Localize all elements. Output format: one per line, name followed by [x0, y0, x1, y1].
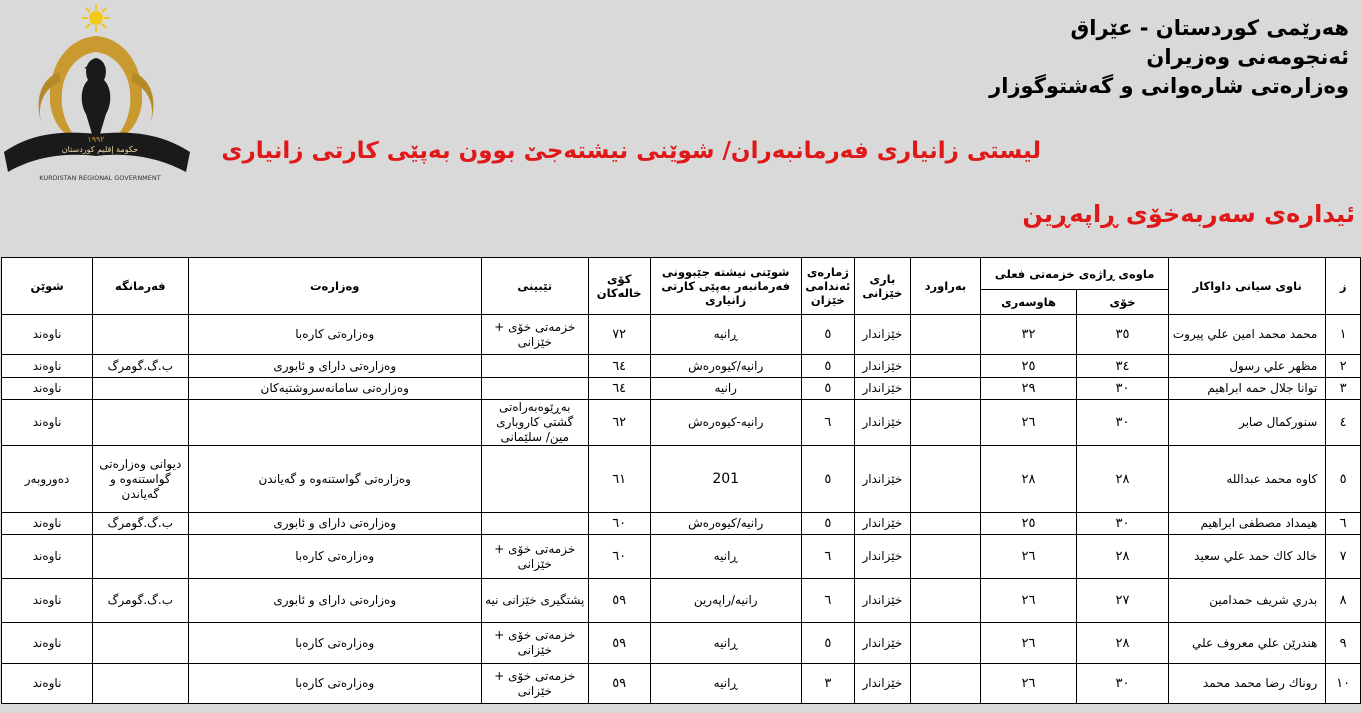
- cell-family-count: ٥: [801, 355, 854, 378]
- cell-no: ٥: [1326, 446, 1361, 513]
- cell-family-status: خێزاندار: [855, 355, 910, 378]
- cell-total-points: ٥٩: [588, 664, 650, 704]
- cell-ministry: وەزارەتی کارەبا: [188, 535, 481, 579]
- cell-residence: 201: [650, 446, 801, 513]
- cell-residence: رانیە/کیوەرەش: [650, 355, 801, 378]
- cell-no: ١: [1326, 315, 1361, 355]
- cell-ministry: وەزارەتی کارەبا: [188, 664, 481, 704]
- header-family-count: ژمارەی ئەندامی خێزان: [801, 258, 854, 315]
- cell-service-self: ٢٨: [1076, 446, 1168, 513]
- table-body: [2, 315, 1361, 704]
- cell-total-points: ٥٩: [588, 623, 650, 664]
- cell-name: سنورکمال صابر: [1169, 400, 1326, 446]
- cell-ministry: وەزارەتی گواستنەوە و گەیاندن: [188, 446, 481, 513]
- cell-ministry: [188, 400, 481, 446]
- cell-service-spouse: ٢٦: [981, 664, 1077, 704]
- cell-residence: ڕانیە: [650, 664, 801, 704]
- region-line: هەرێمی کوردستان - عێراق: [1070, 16, 1349, 40]
- cell-location: ناوەند: [2, 355, 93, 378]
- cell-service-spouse: ٢٨: [981, 446, 1077, 513]
- table-row: [2, 355, 1361, 378]
- cell-family-status: خێزاندار: [855, 664, 910, 704]
- office-title: ئیدارەی سەربەخۆی ڕاپەڕین: [1022, 200, 1355, 228]
- eagle-emblem-icon: [0, 2, 200, 182]
- header-department: فەرمانگە: [93, 258, 188, 315]
- cell-no: ٩: [1326, 623, 1361, 664]
- cell-name: بدري شريف حمدامين: [1169, 579, 1326, 623]
- ministry-line: وەزارەتی شارەوانی و گەشتوگوزار: [989, 74, 1349, 98]
- table-row: [2, 623, 1361, 664]
- cell-location: ناوەند: [2, 315, 93, 355]
- cell-service-self: ٣٠: [1076, 513, 1168, 535]
- cell-department: ب.گ.گومرگ: [93, 355, 188, 378]
- cell-location: ناوەند: [2, 400, 93, 446]
- header-location: شوێن: [2, 258, 93, 315]
- sun-icon: [82, 4, 110, 32]
- cell-notes: [481, 513, 588, 535]
- cell-residence: ڕانیە: [650, 623, 801, 664]
- cell-service-self: ٣٤: [1076, 355, 1168, 378]
- header-family-status: باری خێزانی: [855, 258, 910, 315]
- cell-residence: رانیە: [650, 378, 801, 400]
- cell-total-points: ٦١: [588, 446, 650, 513]
- cell-residence: رانیە/راپەرین: [650, 579, 801, 623]
- cell-total-points: ٧٢: [588, 315, 650, 355]
- cell-family-count: ٥: [801, 446, 854, 513]
- cell-department: [93, 623, 188, 664]
- council-line: ئەنجومەنی وەزیران: [1146, 45, 1349, 69]
- document-header: [0, 0, 1361, 258]
- cell-family-count: ٥: [801, 513, 854, 535]
- cell-service-spouse: ٢٦: [981, 579, 1077, 623]
- header-education: بەراورد: [910, 258, 981, 315]
- cell-name: روناك رضا محمد محمد: [1169, 664, 1326, 704]
- seal-text-arabic: حكومة إقليم كوردستان: [61, 145, 139, 154]
- cell-service-spouse: ٢٦: [981, 400, 1077, 446]
- cell-education: [910, 315, 981, 355]
- cell-education: [910, 378, 981, 400]
- cell-family-status: خێزاندار: [855, 378, 910, 400]
- table-row: [2, 400, 1361, 446]
- table-row: [2, 446, 1361, 513]
- cell-education: [910, 535, 981, 579]
- cell-service-self: ٣٥: [1076, 315, 1168, 355]
- cell-notes: خزمەتی خۆی + خێزانی: [481, 623, 588, 664]
- cell-service-spouse: ٣٢: [981, 315, 1077, 355]
- cell-residence: رانیە/کیوەرەش: [650, 513, 801, 535]
- cell-notes: [481, 378, 588, 400]
- header-service-self: خۆی: [1076, 290, 1168, 315]
- cell-department: دیوانی وەزارەتی گواستنەوە و گەیاندن: [93, 446, 188, 513]
- cell-residence: رانیە-کیوەرەش: [650, 400, 801, 446]
- cell-location: دەوروبەر: [2, 446, 93, 513]
- cell-location: ناوەند: [2, 623, 93, 664]
- cell-department: [93, 400, 188, 446]
- cell-name: توانا جلال حمه ابراهيم: [1169, 378, 1326, 400]
- cell-service-self: ٣٠: [1076, 400, 1168, 446]
- cell-service-spouse: ٢٦: [981, 623, 1077, 664]
- cell-family-count: ٥: [801, 378, 854, 400]
- cell-notes: [481, 446, 588, 513]
- cell-service-spouse: ٢٥: [981, 355, 1077, 378]
- krg-emblem-logo: [0, 2, 200, 182]
- cell-no: ٧: [1326, 535, 1361, 579]
- list-title: لیستی زانیاری فەرمانبەران/ شوێنی نیشتەجێ بوون بەپێی کارتی زانیاری: [221, 138, 1041, 164]
- table-row: [2, 378, 1361, 400]
- cell-notes: خزمەتی خۆی + خێزانی: [481, 535, 588, 579]
- cell-notes: خزمەتی خۆی + خێزانی: [481, 664, 588, 704]
- cell-family-status: خێزاندار: [855, 513, 910, 535]
- cell-family-count: ٦: [801, 579, 854, 623]
- cell-total-points: ٦٤: [588, 355, 650, 378]
- header-name: ناوی سیانی داواکار: [1169, 258, 1326, 315]
- header-notes: تێبینی: [481, 258, 588, 315]
- cell-ministry: وەزارەتی دارای و ئابوری: [188, 355, 481, 378]
- cell-ministry: وەزارەتی کارەبا: [188, 623, 481, 664]
- cell-total-points: ٦٠: [588, 513, 650, 535]
- cell-no: ٣: [1326, 378, 1361, 400]
- cell-family-count: ٣: [801, 664, 854, 704]
- header-service-group: ماوەی ڕاژەی خزمەتی فعلی: [981, 258, 1169, 290]
- table-row: [2, 664, 1361, 704]
- cell-no: ٤: [1326, 400, 1361, 446]
- cell-name: هيمداد مصطفى ابراهيم: [1169, 513, 1326, 535]
- cell-service-spouse: ٢٩: [981, 378, 1077, 400]
- cell-education: [910, 579, 981, 623]
- cell-service-self: ٣٠: [1076, 664, 1168, 704]
- cell-service-spouse: ٢٥: [981, 513, 1077, 535]
- cell-family-count: ٦: [801, 535, 854, 579]
- cell-location: ناوەند: [2, 378, 93, 400]
- header-total-points: کۆی خالەکان: [588, 258, 650, 315]
- cell-name: هندرێن علي معروف علي: [1169, 623, 1326, 664]
- cell-residence: ڕانیە: [650, 535, 801, 579]
- table-row: [2, 513, 1361, 535]
- cell-name: خالد كاك حمد علي سعيد: [1169, 535, 1326, 579]
- cell-education: [910, 623, 981, 664]
- cell-family-status: خێزاندار: [855, 535, 910, 579]
- cell-total-points: ٥٩: [588, 579, 650, 623]
- header-no: ز: [1326, 258, 1361, 315]
- cell-family-status: خێزاندار: [855, 579, 910, 623]
- cell-no: ١٠: [1326, 664, 1361, 704]
- cell-service-self: ٣٠: [1076, 378, 1168, 400]
- cell-total-points: ٦٤: [588, 378, 650, 400]
- seal-year: ١٩٩٢: [87, 135, 105, 144]
- cell-notes: خزمەتی خۆی + خێزانی: [481, 315, 588, 355]
- cell-family-status: خێزاندار: [855, 315, 910, 355]
- cell-location: ناوەند: [2, 513, 93, 535]
- table-row: [2, 535, 1361, 579]
- cell-name: محمد محمد امين علي پيروت: [1169, 315, 1326, 355]
- cell-no: ٦: [1326, 513, 1361, 535]
- cell-family-count: ٥: [801, 623, 854, 664]
- table-row: [2, 579, 1361, 623]
- cell-family-status: خێزاندار: [855, 400, 910, 446]
- cell-education: [910, 513, 981, 535]
- cell-department: [93, 535, 188, 579]
- cell-service-spouse: ٢٦: [981, 535, 1077, 579]
- cell-no: ٢: [1326, 355, 1361, 378]
- employee-table: [1, 257, 1361, 704]
- cell-ministry: وەزارەتی کارەبا: [188, 315, 481, 355]
- cell-education: [910, 355, 981, 378]
- cell-notes: [481, 355, 588, 378]
- cell-location: ناوەند: [2, 535, 93, 579]
- header-service-spouse: هاوسەری: [981, 290, 1077, 315]
- cell-department: [93, 378, 188, 400]
- cell-total-points: ٦٢: [588, 400, 650, 446]
- cell-department: [93, 664, 188, 704]
- cell-total-points: ٦٠: [588, 535, 650, 579]
- cell-family-count: ٦: [801, 400, 854, 446]
- cell-education: [910, 400, 981, 446]
- cell-notes: بەڕێوەبەراەتی گشتی کاروباری مین/ سلێمانی: [481, 400, 588, 446]
- cell-education: [910, 446, 981, 513]
- cell-education: [910, 664, 981, 704]
- cell-family-status: خێزاندار: [855, 446, 910, 513]
- cell-residence: ڕانیە: [650, 315, 801, 355]
- cell-department: [93, 315, 188, 355]
- cell-name: كاوه محمد عبدالله: [1169, 446, 1326, 513]
- cell-no: ٨: [1326, 579, 1361, 623]
- header-ministry: وەزارەت: [188, 258, 481, 315]
- cell-location: ناوەند: [2, 579, 93, 623]
- cell-service-self: ٢٨: [1076, 535, 1168, 579]
- cell-ministry: وەزارەتی دارای و ئابوری: [188, 579, 481, 623]
- header-residence: شوێنی نیشتە جێبوونی فەرمانبەر بەپێی کارتی زانیاری: [650, 258, 801, 315]
- cell-ministry: وەزارەتی دارای و ئابوری: [188, 513, 481, 535]
- cell-name: مظهر علي رسول: [1169, 355, 1326, 378]
- cell-service-self: ٢٨: [1076, 623, 1168, 664]
- cell-ministry: وەزارەتی سامانەسروشتیەکان: [188, 378, 481, 400]
- cell-family-status: خێزاندار: [855, 623, 910, 664]
- cell-location: ناوەند: [2, 664, 93, 704]
- cell-department: ب.گ.گومرگ: [93, 579, 188, 623]
- government-heading: [789, 14, 1349, 101]
- seal-text-english: KURDISTAN REGIONAL GOVERNMENT: [39, 174, 161, 182]
- cell-family-count: ٥: [801, 315, 854, 355]
- cell-service-self: ٢٧: [1076, 579, 1168, 623]
- cell-department: ب.گ.گومرگ: [93, 513, 188, 535]
- table-row: [2, 315, 1361, 355]
- cell-notes: پشتگیری خێزانی نیە: [481, 579, 588, 623]
